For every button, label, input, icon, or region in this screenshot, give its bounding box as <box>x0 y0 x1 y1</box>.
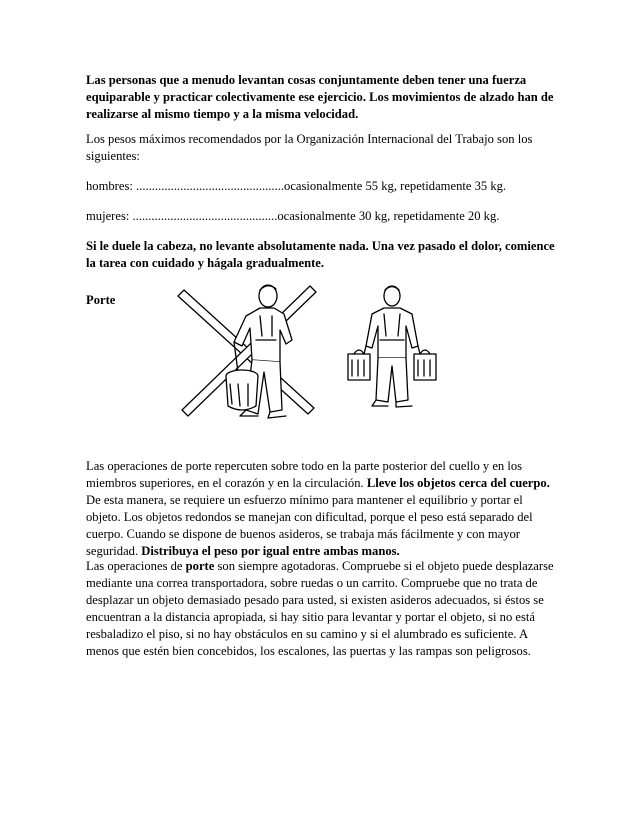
p2-emphasis-porte: porte <box>185 559 215 573</box>
p1-text-a: Las operaciones de porte repercuten sobre todo en la parte posterior del cuello y en los miembros superiores, en el corazón y en la circulación. <box>86 459 523 490</box>
oit-paragraph: Los pesos máximos recomendados por la Organización Internacional del Trabajo son los siguientes: <box>86 132 533 163</box>
men-weights-line <box>86 178 556 195</box>
women-dots: .............................................. <box>132 209 278 223</box>
p2-text-c: son siempre agotadoras. Compruebe si el objeto puede desplazarse mediante una correa transportadora, sobre ruedas o un carrito. Compruebe que no trata de desplazar un objeto demasiado pesado para usted, si existen asideros adecuados, si éstos se encuentran a la distancia apropiada, si hay sitio para levantar y portar el objeto, si no está resbaladizo el piso, si no hay obstáculos en su camino y si el alumbrado es suficiente. A menos que estén bien concebidos, los escalones, las puertas y las rampas son peligrosos. <box>86 559 554 658</box>
p2-text-a: Las operaciones de <box>86 559 186 573</box>
men-values: ocasionalmente 55 kg, repetidamente 35 kg. <box>284 179 507 193</box>
women-values: ocasionalmente 30 kg, repetidamente 20 kg. <box>277 209 500 223</box>
men-label: hombres: <box>86 179 137 193</box>
porte-paragraph-1 <box>86 458 558 560</box>
incorrect-carrying-illustration <box>176 280 326 428</box>
p1-emphasis-close-to-body: Lleve los objetos cerca del cuerpo. <box>366 476 550 490</box>
porte-paragraph-2 <box>86 558 558 660</box>
women-weights-line <box>86 208 556 225</box>
intro-paragraph: Las personas que a menudo levantan cosas conjuntamente deben tener una fuerza equiparable y practicar colectivamente ese ejercicio. Los movimientos de alzado han de realizarse al mismo tiempo y a la misma velocidad. <box>86 73 554 121</box>
women-label: mujeres: <box>86 209 133 223</box>
correct-carrying-illustration <box>342 282 442 412</box>
p1-text-c: De esta manera, se requiere un esfuerzo mínimo para mantener el equilibrio y portar el objeto. Los objetos redondos se manejan con dificultad, porque el peso está separado del cuerpo. Cuando se dispone de buenos asideros, se trabaja más fácilmente y con mayor seguridad. <box>86 493 533 558</box>
men-dots: ............................................... <box>136 179 285 193</box>
headache-warning: Si le duele la cabeza, no levante absolutamente nada. Una vez pasado el dolor, comience la tarea con cuidado y hágala gradualmente. <box>86 239 555 270</box>
p1-emphasis-distribute-weight: Distribuya el peso por igual entre ambas manos. <box>141 544 400 558</box>
section-heading-porte: Porte <box>86 293 116 307</box>
